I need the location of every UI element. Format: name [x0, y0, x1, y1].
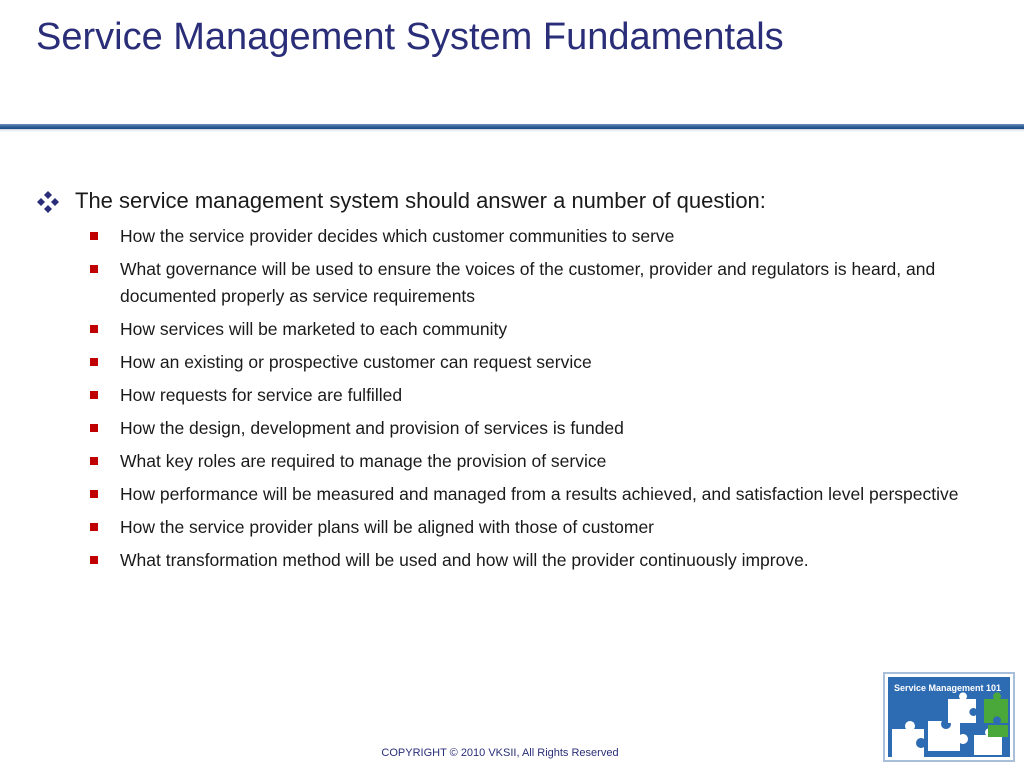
- square-bullet-icon: [90, 457, 98, 465]
- logo-panel: [888, 677, 1010, 757]
- four-diamond-bullet-icon: [36, 190, 60, 214]
- list-item: What transformation method will be used and how will the provider continuously improve.: [36, 547, 986, 574]
- list-item: How performance will be measured and managed from a results achieved, and satisfaction level perspective: [36, 481, 986, 508]
- square-bullet-icon: [90, 265, 98, 273]
- square-bullet-icon: [90, 391, 98, 399]
- list-item: How the service provider decides which customer communities to serve: [36, 223, 986, 250]
- square-bullet-icon: [90, 424, 98, 432]
- logo-text: Service Management 101: [894, 683, 1002, 693]
- square-bullet-icon: [90, 523, 98, 531]
- list-item: How the service provider plans will be aligned with those of customer: [36, 514, 986, 541]
- square-bullet-icon: [90, 325, 98, 333]
- list-item: How services will be marketed to each community: [36, 316, 986, 343]
- square-bullet-icon: [90, 490, 98, 498]
- question-list: [36, 223, 986, 574]
- slide-title: Service Management System Fundamentals: [36, 16, 784, 58]
- list-item: How requests for service are fulfilled: [36, 382, 986, 409]
- list-item: What governance will be used to ensure the voices of the customer, provider and regulators is heard, and documented properly as service requirements: [36, 256, 986, 310]
- intro-bullet: [36, 183, 986, 219]
- intro-text: The service management system should answer a number of question:: [75, 188, 766, 213]
- square-bullet-icon: [90, 232, 98, 240]
- list-item: How an existing or prospective customer can request service: [36, 349, 986, 376]
- copyright-footer: COPYRIGHT © 2010 VKSII, All Rights Reserved: [381, 747, 619, 759]
- title-divider-shadow: [0, 129, 1024, 132]
- square-bullet-icon: [90, 556, 98, 564]
- slide-body: [36, 183, 986, 580]
- list-item: What key roles are required to manage the provision of service: [36, 448, 986, 475]
- square-bullet-icon: [90, 358, 98, 366]
- list-item: How the design, development and provision of services is funded: [36, 415, 986, 442]
